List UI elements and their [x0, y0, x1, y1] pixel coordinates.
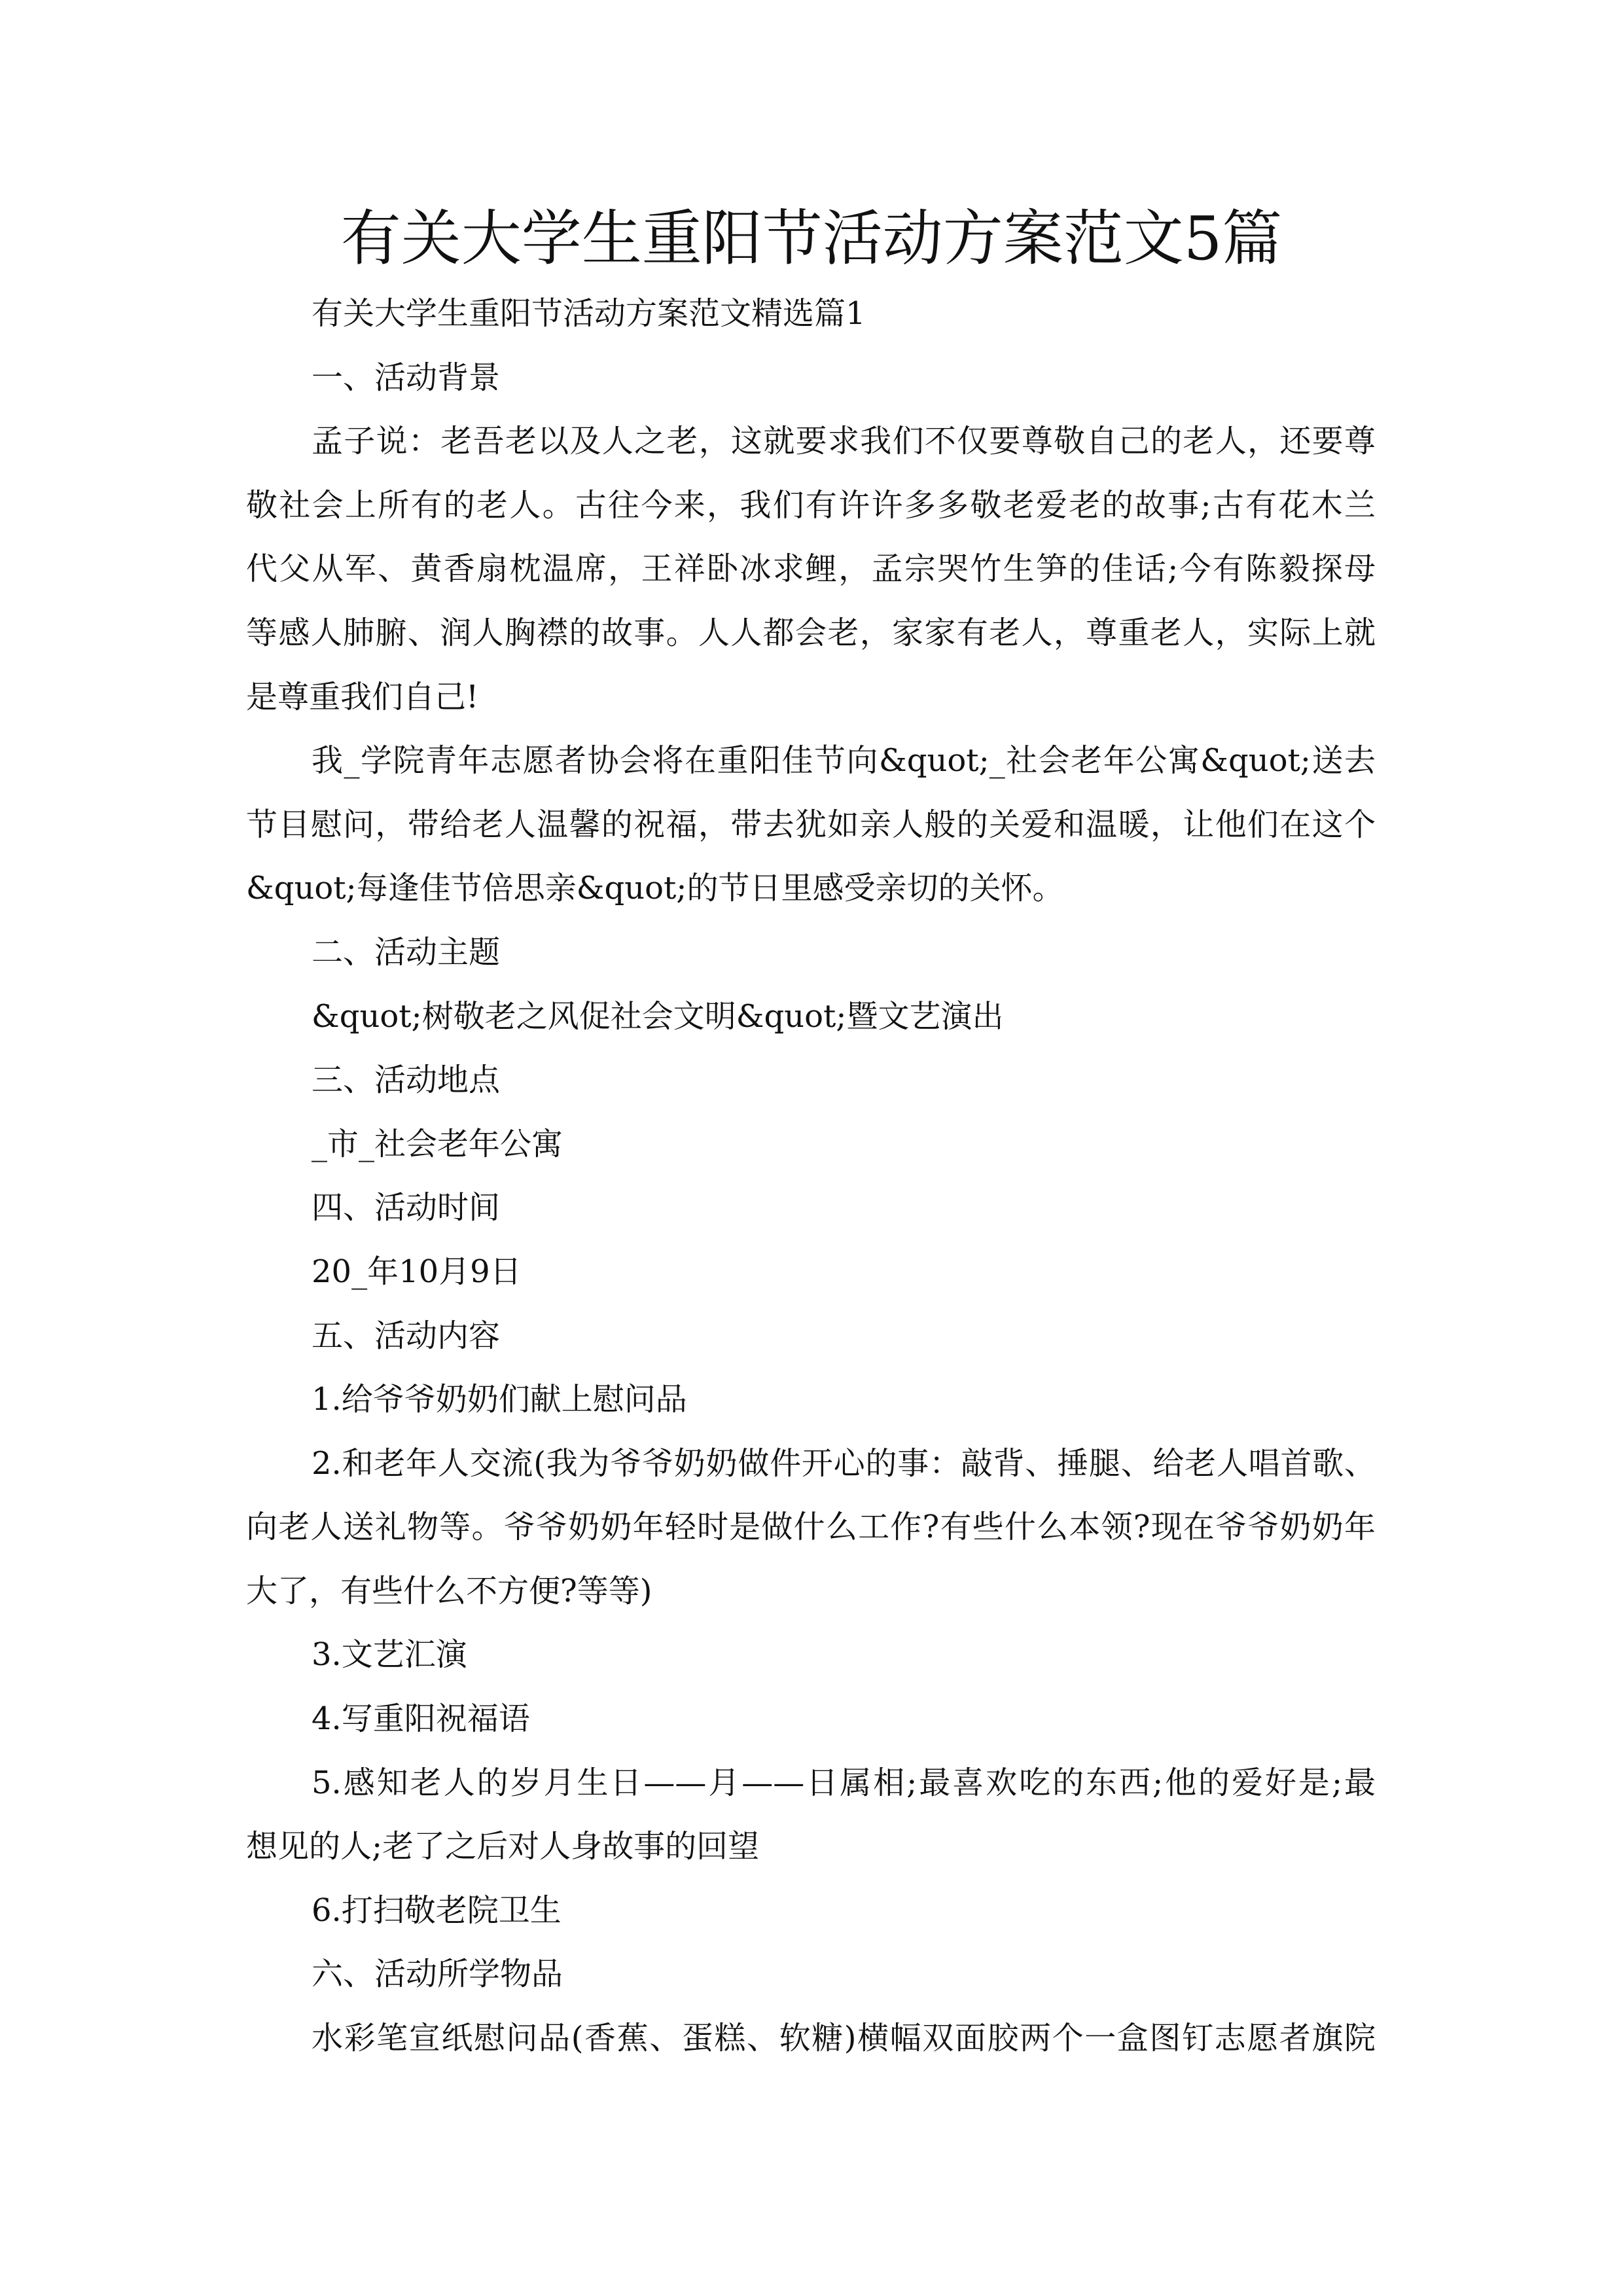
text-line: 一、活动背景: [312, 359, 501, 396]
text-line: 5.感知老人的岁月生日——月——日属相;最喜欢吃的东西;他的爱好是;最: [312, 1764, 1376, 1801]
text-line: 节目慰问，带给老人温馨的祝福，带去犹如亲人般的关爱和温暖，让他们在这个: [246, 806, 1376, 843]
document-title: 有关大学生重阳节活动方案范文5篇: [340, 204, 1283, 274]
text-line: 六、活动所学物品: [312, 1956, 563, 1993]
text-line: 1.给爷爷奶奶们献上慰问品: [312, 1381, 687, 1418]
text-line: 2.和老年人交流(我为爷爷奶奶做件开心的事：敲背、捶腿、给老人唱首歌、: [312, 1444, 1376, 1482]
text-line: 6.打扫敬老院卫生: [312, 1892, 562, 1929]
text-line: 代父从军、黄香扇枕温席，王祥卧冰求鲤，孟宗哭竹生笋的佳话;今有陈毅探母: [246, 550, 1376, 588]
text-line: 三、活动地点: [312, 1062, 501, 1099]
text-line: 有关大学生重阳节活动方案范文精选篇1: [312, 295, 866, 332]
text-line: 大了，有些什么不方便?等等): [246, 1572, 652, 1609]
text-line: 五、活动内容: [312, 1317, 501, 1354]
text-line: 想见的人;老了之后对人身故事的回望: [246, 1828, 760, 1865]
text-line: 20_年10月9日: [312, 1253, 522, 1290]
text-line: 水彩笔宣纸慰问品(香蕉、蛋糕、软糖)横幅双面胶两个一盒图钉志愿者旗院: [312, 2020, 1376, 2057]
text-line: _市_社会老年公寓: [312, 1125, 563, 1162]
text-line: 敬社会上所有的老人。古往今来，我们有许许多多敬老爱老的故事;古有花木兰: [246, 486, 1376, 524]
text-line: 是尊重我们自己!: [246, 678, 479, 715]
text-line: 等感人肺腑、润人胸襟的故事。人人都会老，家家有老人，尊重老人，实际上就: [246, 614, 1376, 651]
text-line: 3.文艺汇演: [312, 1636, 467, 1674]
text-line: &quot;树敬老之风促社会文明&quot;暨文艺演出: [312, 997, 1004, 1035]
text-line: 孟子说：老吾老以及人之老，这就要求我们不仅要尊敬自己的老人，还要尊: [312, 423, 1376, 460]
text-line: 二、活动主题: [312, 933, 501, 971]
text-line: 我_学院青年志愿者协会将在重阳佳节向&quot;_社会老年公寓&quot;送去: [312, 742, 1376, 780]
text-line: 向老人送礼物等。爷爷奶奶年轻时是做什么工作?有些什么本领?现在爷爷奶奶年: [246, 1509, 1376, 1546]
document-body: [246, 282, 1376, 2071]
text-line: &quot;每逢佳节倍思亲&quot;的节日里感受亲切的关怀。: [246, 870, 1064, 907]
text-line: 4.写重阳祝福语: [312, 1700, 530, 1738]
text-line: 四、活动时间: [312, 1189, 501, 1227]
